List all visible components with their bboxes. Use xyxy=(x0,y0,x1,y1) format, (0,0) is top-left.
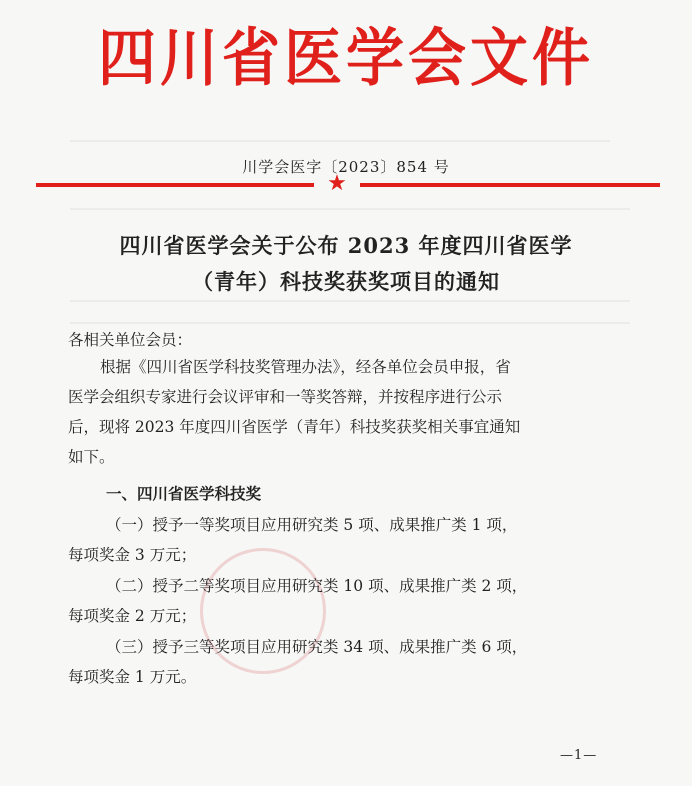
award-item-line: （二）授予二等奖项目应用研究类 10 项、成果推广类 2 项， xyxy=(106,577,528,595)
notice-title-line-1: 四川省医学会关于公布 2023 年度四川省医学 xyxy=(119,233,573,258)
red-divider-right xyxy=(360,183,660,187)
bleed-through-mark xyxy=(70,208,630,210)
intro-line: 如下。 xyxy=(68,448,115,466)
document-number: 川学会医字〔2023〕854 号 xyxy=(242,158,450,176)
intro-line: 医学会组织专家进行会议评审和一等奖答辩，并按程序进行公示 xyxy=(68,388,503,406)
intro-line: 后，现将 2023 年度四川省医学（青年）科技奖获奖相关事宜通知 xyxy=(68,418,521,436)
page-number: —1— xyxy=(560,748,598,763)
notice-title-line-2: （青年）科技奖获奖项目的通知 xyxy=(192,269,500,294)
award-item-line: 每项奖金 2 万元； xyxy=(68,607,197,625)
org-title-masthead: 四川省医学会文件 xyxy=(97,21,594,95)
salutation: 各相关单位会员： xyxy=(68,331,193,349)
award-item-line: 每项奖金 3 万元； xyxy=(68,546,197,564)
award-item-line: 每项奖金 1 万元。 xyxy=(68,668,197,686)
bleed-through-mark xyxy=(70,322,630,324)
award-item-line: （一）授予一等奖项目应用研究类 5 项、成果推广类 1 项， xyxy=(106,516,518,534)
bleed-through-mark xyxy=(70,140,610,142)
award-item-line: （三）授予三等奖项目应用研究类 34 项、成果推广类 6 项， xyxy=(106,638,528,656)
intro-line: 根据《四川省医学科技奖管理办法》，经各单位会员申报，省 xyxy=(100,358,511,376)
red-divider-left xyxy=(36,183,314,187)
bleed-through-mark xyxy=(70,300,630,302)
red-star-icon: ★ xyxy=(327,171,347,196)
section-heading: 一、四川省医学科技奖 xyxy=(106,485,262,503)
seal-stamp-mark xyxy=(182,530,343,691)
